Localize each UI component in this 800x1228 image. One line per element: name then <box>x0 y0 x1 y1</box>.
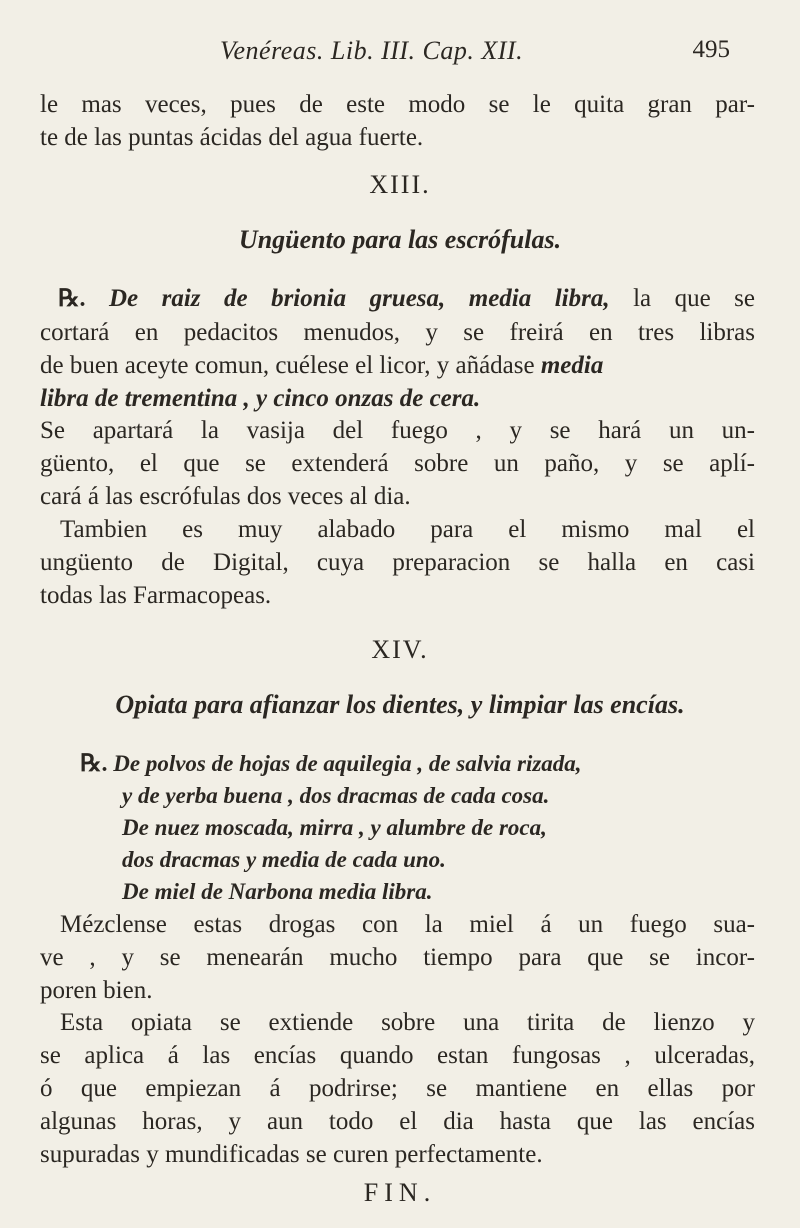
text-line: algunas horas, y aun todo el dia hasta que las encías <box>40 1108 755 1135</box>
text-line: Se apartará la vasija del fuego , y se hará un un- <box>40 417 755 444</box>
text-line: cortará en pedacitos menudos, y se freirá en tres libras <box>40 319 755 346</box>
paragraph-13-2 <box>40 513 755 612</box>
text-line: De miel de Narbona media libra. <box>122 879 433 904</box>
text-line: güento, el que se extenderá sobre un paño, y se aplí- <box>40 450 755 477</box>
recipe-13 <box>40 282 755 415</box>
text-line: ó que empiezan á podrirse; se mantiene en ellas por <box>40 1075 755 1102</box>
paragraph-14-1 <box>40 908 755 1007</box>
text-line: supuradas y mundificadas se curen perfectamente. <box>40 1141 543 1168</box>
ingredient-text: De polvos de hojas de aquilegia , de salvia rizada, <box>113 751 582 776</box>
page-number: 495 <box>692 36 730 63</box>
text-line <box>40 748 755 780</box>
text-line: y de yerba buena , dos dracmas de cada cosa. <box>122 783 550 808</box>
paragraph-14-2 <box>40 1006 755 1171</box>
running-title: Venéreas. Lib. III. Cap. XII. <box>220 36 524 65</box>
section-number-13: XIII. <box>369 170 431 199</box>
text-line: dos dracmas y media de cada uno. <box>122 847 446 872</box>
recipe-text: la que se <box>609 285 756 312</box>
recipe-text: de buen aceyte comun, cuélese el licor, y añádase <box>40 352 535 379</box>
text-line <box>40 349 755 382</box>
text-line: Tambien es muy alabado para el mismo mal el <box>60 516 755 543</box>
text-line: se aplica á las encías quando estan fungosas , ulceradas, <box>40 1042 755 1069</box>
text-line: Esta opiata se extiende sobre una tirita de lienzo y <box>60 1009 755 1036</box>
text-line: libra de trementina , y cinco onzas de cera. <box>40 385 481 412</box>
intro-paragraph <box>40 88 755 154</box>
text-line: ve , y se menearán mucho tiempo para que se incor- <box>40 944 755 971</box>
text-line: todas las Farmacopeas. <box>40 582 272 609</box>
recipe-symbol: ℞. <box>58 286 86 312</box>
text-line <box>40 282 755 316</box>
text-line: le mas veces, pues de este modo se le quita gran par- <box>40 91 755 118</box>
text-line: te de las puntas ácidas del agua fuerte. <box>40 124 424 151</box>
fin-label: FIN. <box>363 1178 437 1207</box>
section-title-13: Ungüento para las escrófulas. <box>238 225 562 254</box>
ingredient-text: media <box>534 352 604 379</box>
paragraph-13-1 <box>40 414 755 513</box>
recipe-symbol: ℞. <box>80 751 108 777</box>
text-line: ungüento de Digital, cuya preparacion se halla en casi <box>40 549 755 576</box>
text-line: Mézclense estas drogas con la miel á un fuego sua- <box>60 911 755 938</box>
section-number-14: XIV. <box>371 635 429 664</box>
page-header <box>40 36 760 76</box>
text-line: cará á las escrófulas dos veces al dia. <box>40 483 411 510</box>
text-line: De nuez moscada, mirra , y alumbre de roca, <box>122 815 547 840</box>
section-title-14: Opiata para afianzar los dientes, y limpiar las encías. <box>115 690 685 719</box>
ingredient-text: De raiz de brionia gruesa, media libra, <box>109 285 610 312</box>
recipe-14 <box>40 748 755 908</box>
text-line: poren bien. <box>40 977 153 1004</box>
